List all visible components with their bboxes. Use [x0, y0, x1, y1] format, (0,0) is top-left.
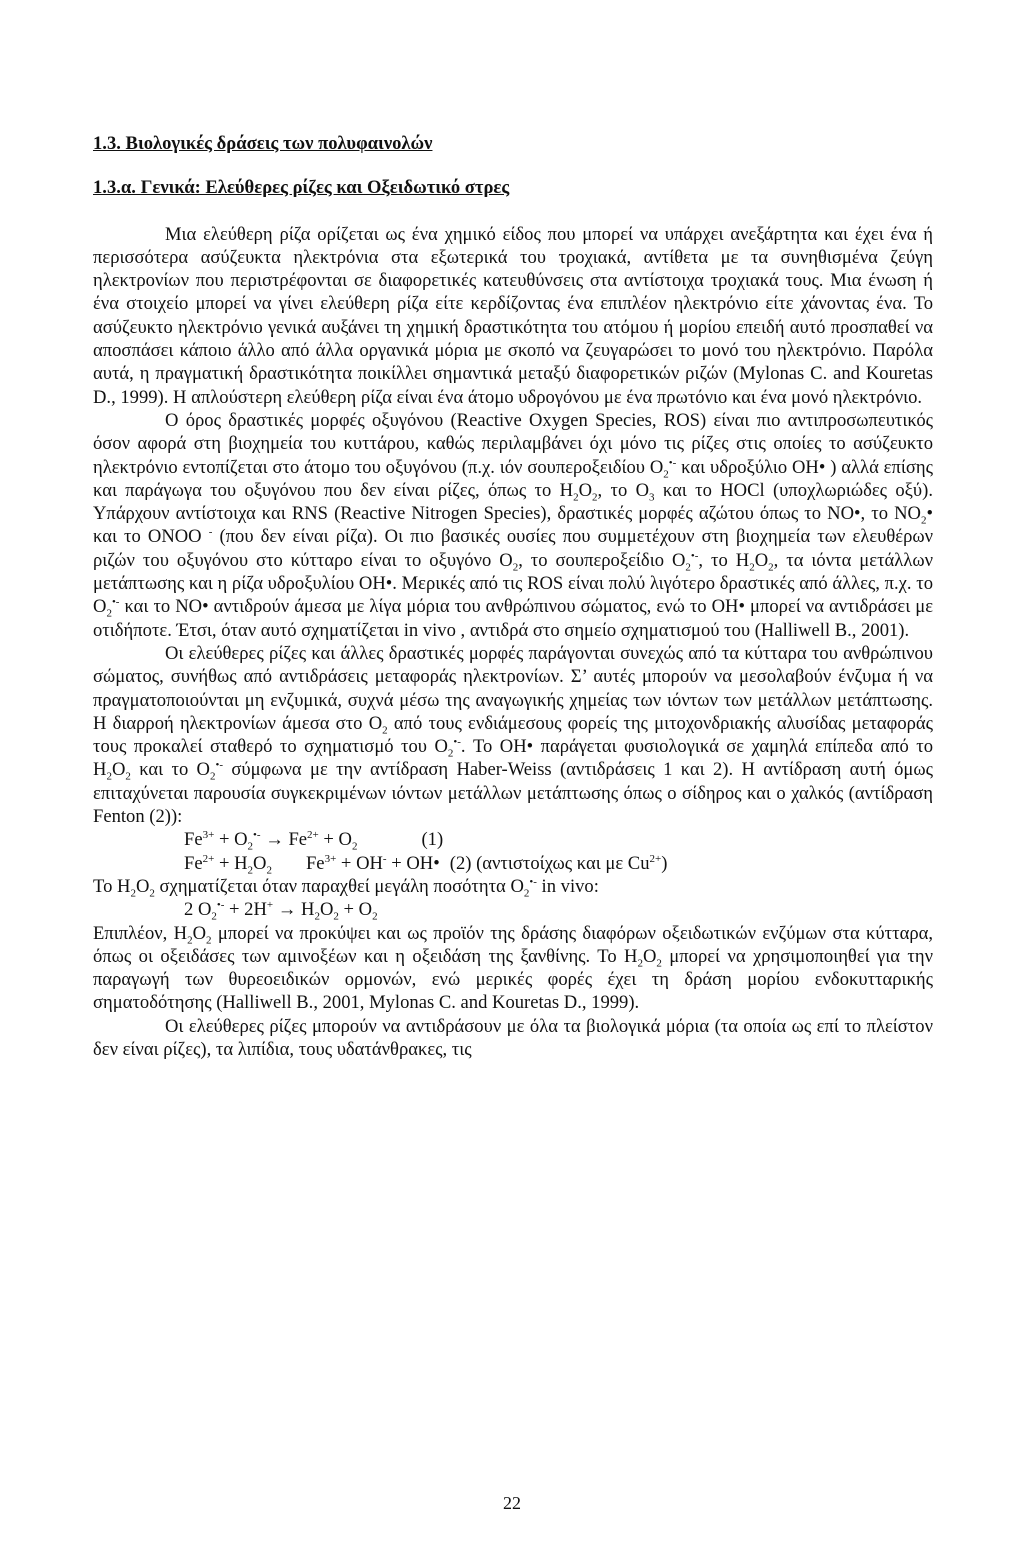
section-heading: 1.3. Βιολογικές δράσεις των πολυφαινολών — [93, 133, 433, 154]
paragraph-reactions-biomolecules: Οι ελεύθερες ρίζες μπορούν να αντιδράσουν με όλα τα βιολογικά μόρια (τα οποία ως επί το πλείστον δεν είναι ρίζες), τα λιπίδια, τους υδατάνθρακες, τις — [93, 1015, 933, 1060]
paragraph-free-radicals-definition: Μια ελεύθερη ρίζα ορίζεται ως ένα χημικό είδος που μπορεί να υπάρχει ανεξάρτητα και έχει ένα ή περισσότερα ασύζευκτα ηλεκτρόνια στα εξωτερικά του τροχιακά, αντίθετα με τα συνηθισμένα ζεύγη ηλεκτρονίων που περιστρέφονται σε διαφορετικές κατευθύνσεις στα αντίστοιχα τροχιακά τους. Μια ένωση ή ένα στοιχείο μπορεί να γίνει ελεύθερη ρίζα είτε κερδίζοντας ένα επιπλέον ηλεκτρόνιο είτε χάνοντας ένα. Το ασύζευκτο ηλεκτρόνιο γενικά αυξάνει τη χημική δραστικότητα του ατόμου ή μορίου επειδή αυτό προσπαθεί να αποσπάσει κάποιο άλλο από άλλα οργανικά μόρια με σκοπό να ζευγαρώσει το μονό του ηλεκτρόνιο. Παρόλα αυτά, η πραγματική δραστικότητα ποικίλλει σημαντικά μεταξύ διαφορετικών ριζών (Mylonas C. and Kouretas D., 1999). Η απλούστερη ελεύθερη ρίζα είναι ένα άτομο υδρογόνου με ένα πρωτόνιο και ένα μονό ηλεκτρόνιο. — [93, 223, 933, 408]
page-content — [93, 132, 933, 1061]
equation-1: $Fe^{3+} + O_2^{•-} \to Fe^{2+} + O_2$ (1) — [184, 829, 444, 854]
subsection-heading: 1.3.α. Γενικά: Ελεύθερες ρίζες και Οξειδωτικό στρες — [93, 177, 510, 199]
paragraph-ros: Ο όρος δραστικές μορφές οξυγόνου (Reactive Oxygen Species, ROS) είναι πιο αντιπροσωπευτικός όσον αφορά στη βιοχημεία του κυττάρου, καθώς περιλαμβάνει όχι μόνο τις ρίζες στις οποίες το ασύζευκτο ηλεκτρόνιο εντοπίζεται στο άτομο του οξυγόνου (π.χ. ιόν σουπεροξειδίου $O_2^{•-}$ και υδροξύλιο OH• ) αλλά επίσης και παράγωγα του οξυγόνου που δεν είναι ρίζες, όπως το $H_2O_2$, το $O_3$ και το HOCl (υποχλωριώδες οξύ). Υπάρχουν αντίστοιχα και RNS (Reactive Nitrogen Species), δραστικές μορφές αζώτου όπως το NO•, το $NO_2•$ και το ONOO - (που δεν είναι ρίζα). Οι πιο βασικές ουσίες που συμμετέχουν στη βιοχημεία των ελευθέρων ριζών του οξυγόνου στο κύτταρο είναι το οξυγόνο $O_2$, το σουπεροξείδιο $O_2^{•-}$, το $H_2O_2$, τα ιόντα μετάλλων μετάπτωσης και η ρίζα υδροξυλίου OH•. Μερικές από τις ROS είναι πολύ λιγότερο δραστικές από άλλες, π.χ. το $O_2^{•-}$ και το NO• αντιδρούν άμεσα με λίγα μόρια του ανθρώπινου σώματος, ενώ το OH• μπορεί να αντιδράσει με οτιδήποτε. Έτσι, όταν αυτό σχηματίζεται in vivo , αντιδρά στο σημείο σχηματισμού του (Halliwell B., 2001). — [93, 409, 933, 641]
paragraph-h2o2-sources: Επιπλέον, $H_2O_2$ μπορεί να προκύψει και ως προϊόν της δράσης διαφόρων οξειδωτικών ενζύμων στα κύτταρα, όπως οι οξειδάσες των αμινοξέων και η οξειδάση της ξανθίνης. Το $H_2O_2$ μπορεί να χρησιμοποιηθεί για την παραγωγή των θυρεοειδικών ορμονών, ενώ μερικές φορές έχει τη δράση μορίου ενδοκυτταρικής σηματοδότησης (Halliwell B., 2001, Mylonas C. and Kouretas D., 1999). — [93, 922, 933, 1014]
page-number: 22 — [503, 1493, 521, 1513]
equation-3: 2 $O_2^{•-} + 2H^+ \to H_2O_2 + O_2$ — [184, 899, 378, 923]
h2o2-formation-line: Το $H_2O_2$ σχηματίζεται όταν παραχθεί μεγάλη ποσότητα $O_2^{•-}$ in vivo: — [93, 875, 599, 900]
paragraph-production: Οι ελεύθερες ρίζες και άλλες δραστικές μορφές παράγονται συνεχώς από τα κύτταρα του ανθρώπινου σώματος, συνήθως από αντιδράσεις μεταφοράς ηλεκτρονίων. Σ’ αυτές μπορούν να μεσολαβούν ένζυμα ή να πραγματοποιούνται μη ενζυμικά, συχνά μέσω της αναγωγικής χημείας των ιόντων των μετάλλων μετάπτωσης. Η διαρροή ηλεκτρονίων άμεσα στο $O_2$ από τους ενδιάμεσους φορείς της μιτοχονδριακής αλυσίδας μεταφοράς τους προκαλεί σταθερό το σχηματισμό του $O_2^{•-}$. Το OH• παράγεται φυσιολογικά σε χαμηλά επίπεδα από το $H_2O_2$ και το $O_2^{•-}$ σύμφωνα με την αντίδραση Haber-Weiss (αντιδράσεις 1 και 2). Η αντίδραση αυτή όμως επιταχύνεται παρουσία συγκεκριμένων ιόντων μετάλλων μετάπτωσης όπως ο σίδηρος και ο χαλκός (αντίδραση Fenton (2)): — [93, 642, 934, 828]
equation-2: $Fe^{2+} + H_2O_2$ $Fe^{3+} + OH^-$ + OH• (2) (αντιστοίχως και με $Cu^{2+}$) — [184, 852, 668, 877]
